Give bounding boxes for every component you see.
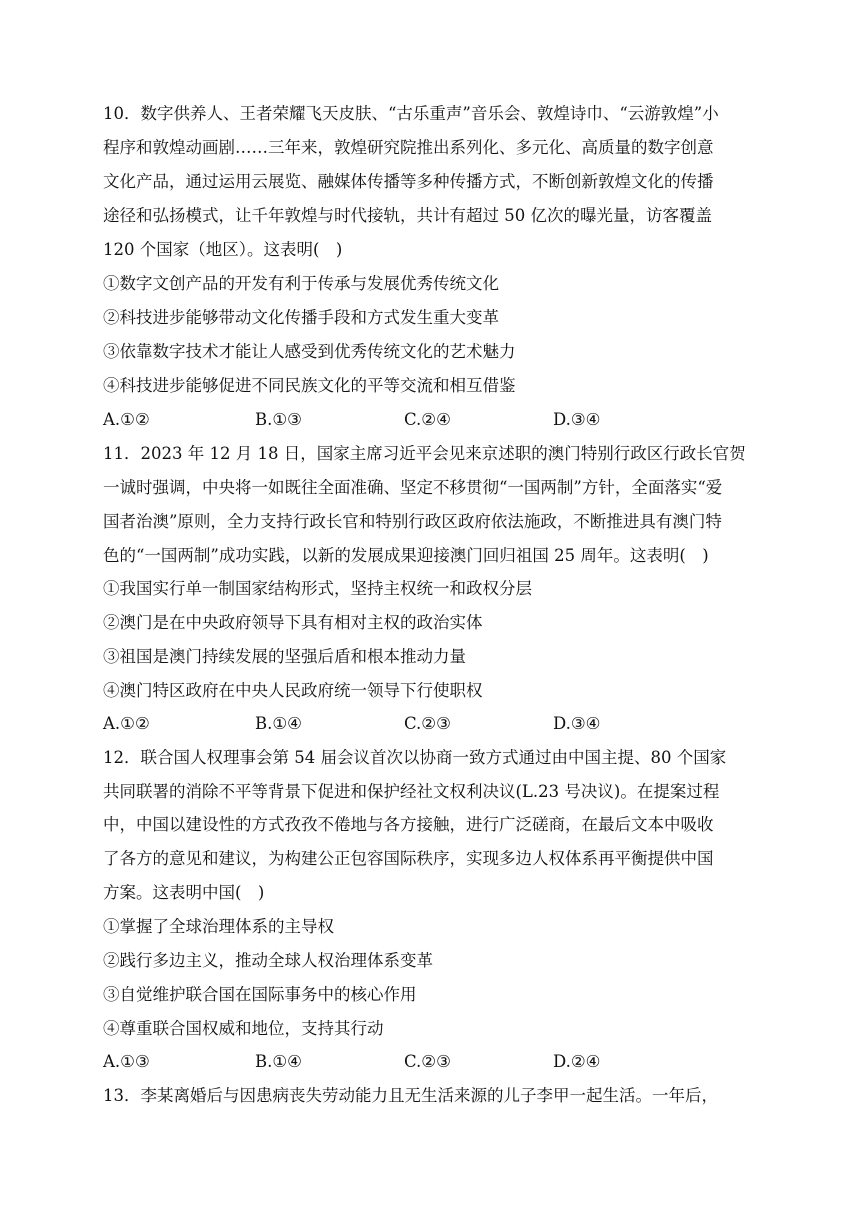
question-stem-line: 120 个国家（地区）。这表明( ) — [103, 240, 343, 259]
option-b[interactable]: B.①④ — [255, 1052, 302, 1071]
option-b[interactable]: B.①④ — [255, 714, 302, 733]
statement-3: ③祖国是澳门持续发展的坚强后盾和根本推动力量 — [103, 647, 466, 666]
option-c[interactable]: C.②③ — [404, 714, 451, 733]
question-stem-line: 了各方的意见和建议，为构建公正包容国际秩序，实现多边人权体系再平衡提供中国 — [103, 849, 714, 868]
statement-3: ③依靠数字技术才能让人感受到优秀传统文化的艺术魅力 — [103, 342, 516, 361]
option-d[interactable]: D.③④ — [553, 714, 601, 733]
question-stem-line: 11．2023 年 12 月 18 日，国家主席习近平会见来京述职的澳门特别行政区行政长官贺 — [103, 444, 746, 463]
question-stem-line: 国者治澳”原则，全力支持行政长官和特别行政区政府依法施政，不断推进具有澳门特 — [103, 512, 722, 531]
option-a[interactable]: A.①③ — [103, 1052, 150, 1071]
option-c[interactable]: C.②④ — [404, 410, 451, 429]
question-stem-line: 共同联署的消除不平等背景下促进和保护经社文权利决议(L.23 号决议)。在提案过程 — [103, 782, 720, 801]
question-stem-line: 文化产品，通过运用云展览、融媒体传播等多种传播方式，不断创新敦煌文化的传播 — [103, 172, 714, 191]
statement-3: ③自觉维护联合国在国际事务中的核心作用 — [103, 985, 417, 1004]
question-stem-line: 色的“一国两制”成功实践，以新的发展成果迎接澳门回归祖国 25 周年。这表明( ) — [103, 546, 709, 565]
option-a[interactable]: A.①② — [103, 714, 150, 733]
question-stem-line: 途径和弘扬模式，让千年敦煌与时代接轨，共计有超过 50 亿次的曝光量，访客覆盖 — [103, 206, 712, 225]
option-c[interactable]: C.②③ — [404, 1052, 451, 1071]
question-stem-line: 10．数字供养人、王者荣耀飞天皮肤、“古乐重声”音乐会、敦煌诗巾、“云游敦煌”小 — [103, 104, 719, 123]
statement-4: ④科技进步能够促进不同民族文化的平等交流和相互借鉴 — [103, 376, 516, 395]
statement-1: ①掌握了全球治理体系的主导权 — [103, 917, 334, 936]
question-stem-line: 12．联合国人权理事会第 54 届会议首次以协商一致方式通过由中国主提、80 个国家 — [103, 748, 727, 767]
option-d[interactable]: D.③④ — [553, 410, 601, 429]
question-stem-line: 方案。这表明中国( ) — [103, 883, 265, 902]
statement-4: ④尊重联合国权威和地位，支持其行动 — [103, 1019, 384, 1038]
question-stem-line: 一诚时强调，中央将一如既往全面准确、坚定不移贯彻“一国两制”方针，全面落实“爱 — [103, 478, 723, 497]
option-b[interactable]: B.①③ — [255, 410, 302, 429]
question-stem-line: 程序和敦煌动画剧……三年来，敦煌研究院推出系列化、多元化、高质量的数字创意 — [103, 138, 714, 157]
statement-1: ①数字文创产品的开发有利于传承与发展优秀传统文化 — [103, 274, 499, 293]
option-d[interactable]: D.②④ — [553, 1052, 601, 1071]
question-stem-line: 中，中国以建设性的方式孜孜不倦地与各方接触，进行广泛磋商，在最后文本中吸收 — [103, 815, 714, 834]
question-stem-line: 13．李某离婚后与因患病丧失劳动能力且无生活来源的儿子李甲一起生活。一年后， — [103, 1086, 718, 1105]
statement-2: ②践行多边主义，推动全球人权治理体系变革 — [103, 951, 433, 970]
statement-1: ①我国实行单一制国家结构形式，坚持主权统一和政权分层 — [103, 579, 532, 598]
statement-4: ④澳门特区政府在中央人民政府统一领导下行使职权 — [103, 681, 483, 700]
option-a[interactable]: A.①② — [103, 410, 150, 429]
statement-2: ②科技进步能够带动文化传播手段和方式发生重大变革 — [103, 308, 499, 327]
statement-2: ②澳门是在中央政府领导下具有相对主权的政治实体 — [103, 613, 483, 632]
